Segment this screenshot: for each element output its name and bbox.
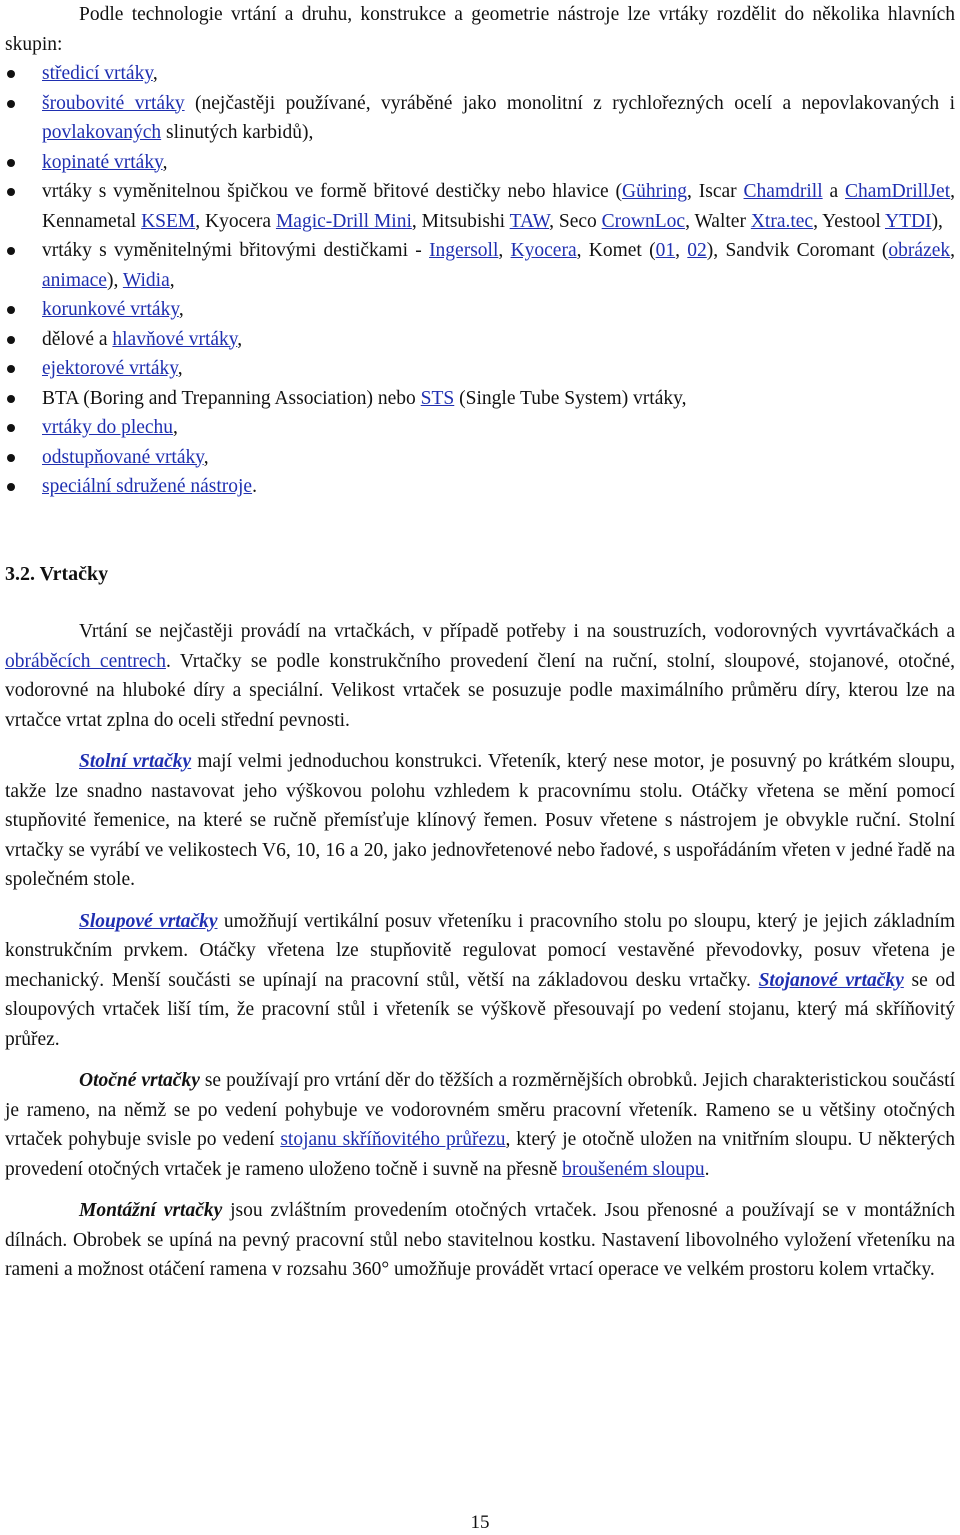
link-komet-02[interactable]: 02 [687, 240, 707, 261]
intro-paragraph: Podle technologie vrtání a druhu, konstrukce a geometrie nástroje lze vrtáky rozdělit do několika hlavních skupin: [5, 4, 955, 55]
list-text: . [252, 476, 257, 497]
list-text: , [162, 151, 168, 173]
link-ksem[interactable]: KSEM [141, 210, 196, 232]
page-number: 15 [470, 1512, 490, 1533]
list-text: , [152, 63, 158, 84]
link-widia[interactable]: Widia [122, 269, 170, 291]
bullet-icon [7, 483, 15, 491]
link-stojanove-vrtacky[interactable]: Stojanové vrtačky [758, 969, 904, 991]
list-text: (nejčastěji používané, vyráběné jako monolitní z rychlořezných ocelí a nepovlakovaných i [184, 92, 956, 114]
list-text: , [237, 328, 243, 350]
list-item [5, 148, 955, 178]
link-obrazek[interactable]: obrázek [888, 240, 951, 261]
link-magic-drill-mini[interactable]: Magic-Drill Mini [275, 210, 412, 232]
bullet-icon [7, 336, 15, 344]
list-text: , [177, 358, 183, 379]
list-item [5, 413, 955, 443]
link-povlakovanych[interactable]: povlakovaných [42, 122, 162, 143]
link-odstupnovane-vrtaky[interactable]: odstupňované vrtáky [42, 446, 204, 468]
list-text: , [178, 299, 184, 320]
bullet-icon [7, 424, 15, 432]
link-komet-01[interactable]: 01 [655, 240, 676, 261]
bullet-icon [7, 306, 15, 314]
link-ingersoll[interactable]: Ingersoll [429, 240, 499, 261]
list-text: slinutých karbidů), [161, 122, 314, 143]
list-text: a [822, 181, 846, 202]
link-sloupove-vrtacky[interactable]: Sloupové vrtačky [79, 910, 218, 932]
list-item [5, 59, 955, 89]
paragraph-text: . [704, 1158, 710, 1180]
list-text: , Komet ( [576, 240, 656, 261]
bullet-icon [7, 247, 15, 255]
link-sroubovite-vrtaky[interactable]: šroubovité vrtáky [42, 92, 185, 114]
link-stredici-vrtaky[interactable]: středicí vrtáky [42, 63, 153, 84]
list-text: , Kennametal [42, 181, 955, 232]
list-item [5, 325, 955, 355]
link-korunkove-vrtaky[interactable]: korunkové vrtáky [42, 299, 179, 320]
list-text: , [950, 240, 956, 261]
link-guhring[interactable]: Gühring [622, 181, 688, 202]
list-text: ), Sandvik Coromant ( [706, 240, 889, 261]
link-stojanu-skrinoviteho-prurezu[interactable]: stojanu skříňovitého průřezu [280, 1129, 506, 1150]
list-text: , Yestool [813, 210, 885, 232]
list-text: , [173, 417, 178, 438]
link-brousenem-sloupu[interactable]: broušeném sloupu [562, 1158, 705, 1180]
bullet-icon [7, 454, 15, 462]
paragraph-text: jsou zvláštním provedením otočných vrtaček. Jsou přenosné a používají se v montážních dílnách. Obrobek se upíná na pevný pracovní stůl nebo stavitelnou kostku. Nastavení libovolného vyložení vřeteníku na rameni a možnost otáčení ramena v rozsahu 360° umožňuje provádět vrtací operace ve velkém prostoru kolem vrtačky. [5, 1200, 955, 1280]
list-text: vrtáky s vyměnitelnými břitovými destičkami - [42, 240, 430, 261]
list-text: , [498, 240, 511, 261]
link-hlavnove-vrtaky[interactable]: hlavňové vrtáky [112, 328, 238, 350]
list-item [5, 177, 955, 236]
link-kyocera[interactable]: Kyocera [510, 240, 577, 261]
list-text: vrtáky s vyměnitelnou špičkou ve formě břitové destičky nebo hlavice ( [42, 181, 623, 202]
list-item [5, 236, 955, 295]
list-text: , [169, 269, 175, 291]
paragraph-text: se používají pro vrtání děr do těžších a rozměrnějších obrobků. Jejich charakteristickou součástí je rameno, na němž se po vedení pohybuje ve vodorovném směru pracovní vřeteník. Rameno se u většiny otočných vrtaček pohybuje svisle po vedení [5, 1070, 955, 1150]
link-vrtaky-do-plechu[interactable]: vrtáky do plechu [42, 417, 174, 438]
list-item [5, 472, 955, 502]
list-text: ), [931, 210, 943, 232]
link-kopinate-vrtaky[interactable]: kopinaté vrtáky [42, 151, 163, 173]
link-chamdrilljet[interactable]: ChamDrillJet [845, 181, 951, 202]
bullet-icon [7, 365, 15, 373]
document-page [5, 0, 955, 1285]
list-text: , Seco [549, 210, 602, 232]
section-heading: 3.2. Vrtačky [5, 562, 109, 585]
paragraph-otocne-vrtacky [5, 1066, 955, 1184]
paragraph-text: Vrtání se nejčastěji provádí na vrtačkách, v případě potřeby i na soustruzích, vodorovných vyvrtávačkách a [79, 621, 955, 642]
paragraph-text: mají velmi jednoduchou konstrukci. Vřeteník, který nese motor, je posuvný po krátkém sloupu, takže lze snadno nastavovat jeho výškovou polohu vzhledem k pracovnímu stolu. Otáčky vřetena se mění pomocí stupňovité řemenice, na které se ručně přemísťuje klínový řemen. Posuv vřetene s nástrojem je obvykle ruční. Stolní vrtačky se vyrábí ve velikostech V6, 10, 16 a 20, jako jednovřetenové nebo řadové, s uspořádáním vřeten v jedné řadě na společném stole. [5, 751, 955, 890]
paragraph-vrtani [5, 617, 955, 735]
link-specialni-sdruzene-nastroje[interactable]: speciální sdružené nástroje [42, 476, 253, 497]
link-ejektorove-vrtaky[interactable]: ejektorové vrtáky [42, 358, 178, 379]
list-text: BTA (Boring and Trepanning Association) nebo [42, 387, 421, 409]
list-text: , Kyocera [195, 210, 276, 232]
link-xtra-tec[interactable]: Xtra.tec [750, 210, 814, 232]
paragraph-text: se od sloupových vrtaček liší tím, že pracovní stůl i vřeteník se výškově přesouvají po vedení stojanu, který má skříňovitý průřez. [5, 969, 955, 1050]
list-text: (Single Tube System) vrtáky, [454, 387, 687, 409]
paragraph-sloupove-vrtacky [5, 907, 955, 1055]
link-sts[interactable]: STS [420, 387, 455, 409]
bullet-icon [7, 395, 15, 403]
list-text: , [675, 240, 688, 261]
bullet-icon [7, 100, 15, 108]
list-item [5, 89, 955, 148]
paragraph-text: . Vrtačky se podle konstrukčního provedení člení na ruční, stolní, sloupové, stojanové, otočné, vodorovné na hluboké díry a speciální. Velikost vrtaček se posuzuje podle maximálního průměru díry, kterou lze na vrtačce vrtat zplna do oceli střední pevnosti. [5, 650, 955, 731]
list-item [5, 295, 955, 325]
paragraph-montazni-vrtacky [5, 1196, 955, 1285]
list-text: , Mitsubishi [411, 210, 510, 232]
list-text: ), [106, 269, 123, 291]
term-montazni-vrtacky: Montážní vrtačky [79, 1200, 223, 1221]
list-text: dělové a [42, 328, 113, 350]
bullet-icon [7, 159, 15, 167]
paragraph-text: , který je otočně uložen na vnitřním sloupu. U některých provedení otočných vrtaček je rameno uloženo točně i suvně na přesně [5, 1129, 955, 1180]
link-obrabecich-centrech[interactable]: obráběcích centrech [5, 650, 166, 672]
link-taw[interactable]: TAW [509, 210, 550, 232]
link-animace[interactable]: animace [42, 269, 107, 291]
list-item [5, 354, 955, 384]
link-chamdrill[interactable]: Chamdrill [743, 181, 823, 202]
list-text: , Walter [685, 210, 751, 232]
paragraph-stolni-vrtacky [5, 747, 955, 895]
list-item [5, 443, 955, 473]
bullet-icon [7, 70, 15, 78]
drill-types-list [5, 59, 955, 502]
list-item [5, 384, 955, 414]
paragraph-text: umožňují vertikální posuv vřeteníku i pracovního stolu po sloupu, který je jejich základním konstrukčním prvkem. Otáčky vřetena lze stupňovitě regulovat pomocí vestavěné převodovky, posuv vřetena je mechanický. Menší součásti se upínají na pracovní stůl, větší na základovou desku vrtačky. [5, 910, 956, 991]
link-stolni-vrtacky[interactable]: Stolní vrtačky [79, 751, 192, 772]
link-ytdi[interactable]: YTDI [884, 210, 932, 232]
list-text: , Iscar [687, 181, 744, 202]
term-otocne-vrtacky: Otočné vrtačky [79, 1070, 200, 1091]
link-crownloc[interactable]: CrownLoc [601, 210, 686, 232]
bullet-icon [7, 188, 15, 196]
list-text: , [203, 446, 209, 468]
